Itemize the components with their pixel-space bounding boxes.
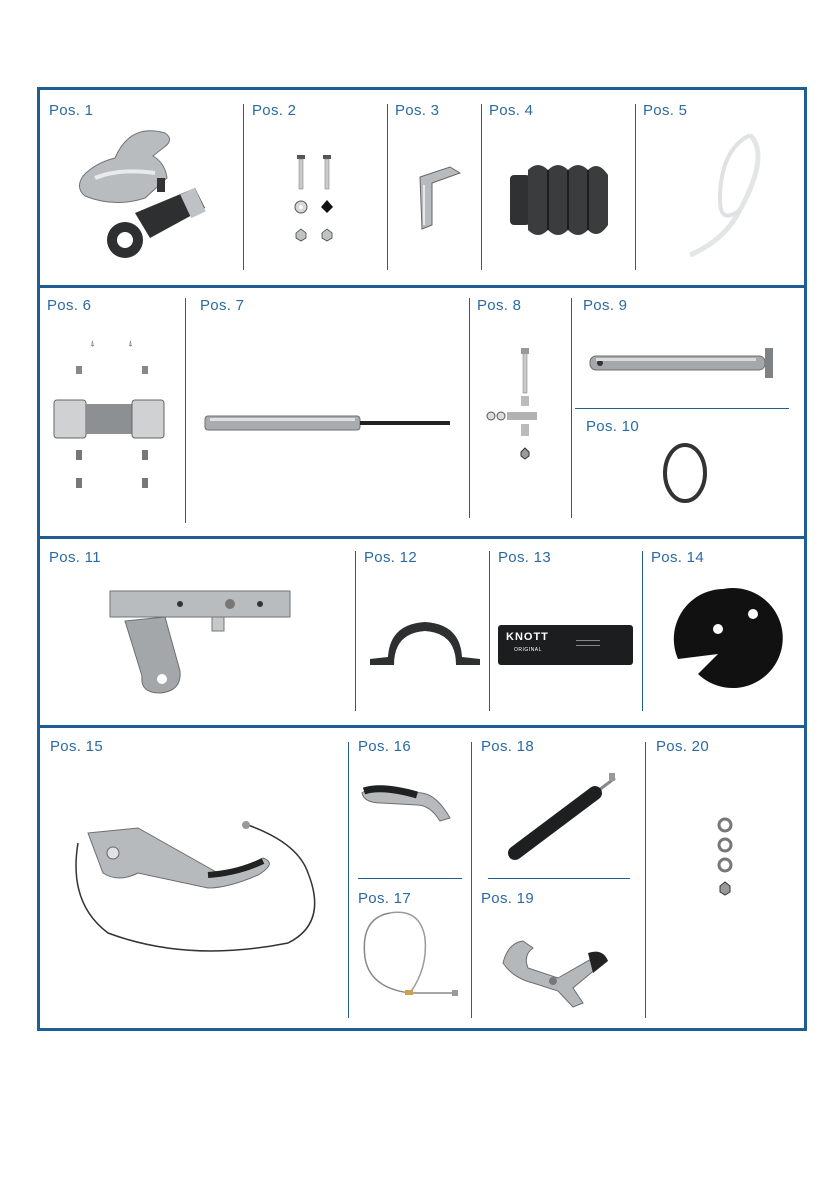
label-pos-20: Pos. 20 bbox=[656, 738, 709, 755]
label-pos-18: Pos. 18 bbox=[481, 738, 534, 755]
label-pos-2: Pos. 2 bbox=[252, 102, 297, 119]
bolt-set-image bbox=[285, 155, 365, 255]
bracket-image bbox=[370, 619, 480, 669]
label-pos-6: Pos. 6 bbox=[47, 297, 92, 314]
cable-image bbox=[360, 908, 460, 1008]
divider bbox=[387, 104, 388, 270]
label-pos-14: Pos. 14 bbox=[651, 549, 704, 566]
label-pos-8: Pos. 8 bbox=[477, 297, 522, 314]
handle-image bbox=[362, 783, 452, 823]
row-3 bbox=[40, 539, 804, 725]
disc-image bbox=[668, 584, 778, 694]
divider bbox=[185, 298, 186, 523]
decorative-line bbox=[576, 640, 600, 641]
label-pos-1: Pos. 1 bbox=[49, 102, 94, 119]
row-2 bbox=[40, 288, 804, 536]
divider bbox=[471, 742, 472, 1018]
divider bbox=[489, 551, 490, 711]
drawbar-image bbox=[110, 591, 300, 711]
label-pos-13: Pos. 13 bbox=[498, 549, 551, 566]
coupling-head-image bbox=[75, 118, 235, 278]
label-pos-7: Pos. 7 bbox=[200, 297, 245, 314]
label-pos-5: Pos. 5 bbox=[643, 102, 688, 119]
label-pos-19: Pos. 19 bbox=[481, 890, 534, 907]
svg-text:⍋: ⍋ bbox=[128, 339, 133, 348]
divider bbox=[635, 104, 636, 270]
divider bbox=[642, 551, 643, 711]
row-4 bbox=[40, 728, 804, 1028]
divider bbox=[481, 104, 482, 270]
label-pos-9: Pos. 9 bbox=[583, 297, 628, 314]
divider bbox=[355, 551, 356, 711]
nut-set-image bbox=[710, 813, 740, 903]
divider bbox=[488, 878, 630, 879]
label-pos-16: Pos. 16 bbox=[358, 738, 411, 755]
label-pos-12: Pos. 12 bbox=[364, 549, 417, 566]
ratchet-lever-image bbox=[503, 933, 613, 1013]
divider bbox=[575, 408, 789, 409]
divider bbox=[243, 104, 244, 270]
bellows-image bbox=[510, 155, 620, 245]
pin-image bbox=[590, 348, 785, 388]
label-pos-10: Pos. 10 bbox=[586, 418, 639, 435]
knott-brand-text: KNOTT bbox=[506, 631, 549, 643]
svg-text:⍋: ⍋ bbox=[90, 339, 95, 348]
label-pos-15: Pos. 15 bbox=[50, 738, 103, 755]
decorative-line bbox=[576, 645, 600, 646]
divider bbox=[645, 742, 646, 1018]
o-ring-image bbox=[655, 438, 715, 508]
shock-absorber-image bbox=[205, 414, 455, 434]
knott-sub-text: ORIGINAL bbox=[514, 647, 542, 653]
bolt-assembly-image bbox=[485, 348, 555, 468]
parts-sheet bbox=[37, 87, 807, 1031]
gas-spring-image bbox=[505, 773, 625, 863]
handbrake-lever-image bbox=[68, 813, 328, 963]
row-1 bbox=[40, 90, 804, 285]
divider bbox=[469, 298, 470, 518]
label-pos-3: Pos. 3 bbox=[395, 102, 440, 119]
divider bbox=[358, 878, 462, 879]
angle-bracket-image bbox=[410, 165, 470, 235]
divider bbox=[348, 742, 349, 1018]
label-pos-4: Pos. 4 bbox=[489, 102, 534, 119]
cable-tie-image bbox=[680, 130, 770, 260]
knott-cover-image bbox=[498, 625, 633, 665]
label-pos-17: Pos. 17 bbox=[358, 890, 411, 907]
divider bbox=[571, 298, 572, 518]
damper-housing-image bbox=[50, 338, 180, 508]
label-pos-11: Pos. 11 bbox=[49, 549, 101, 566]
